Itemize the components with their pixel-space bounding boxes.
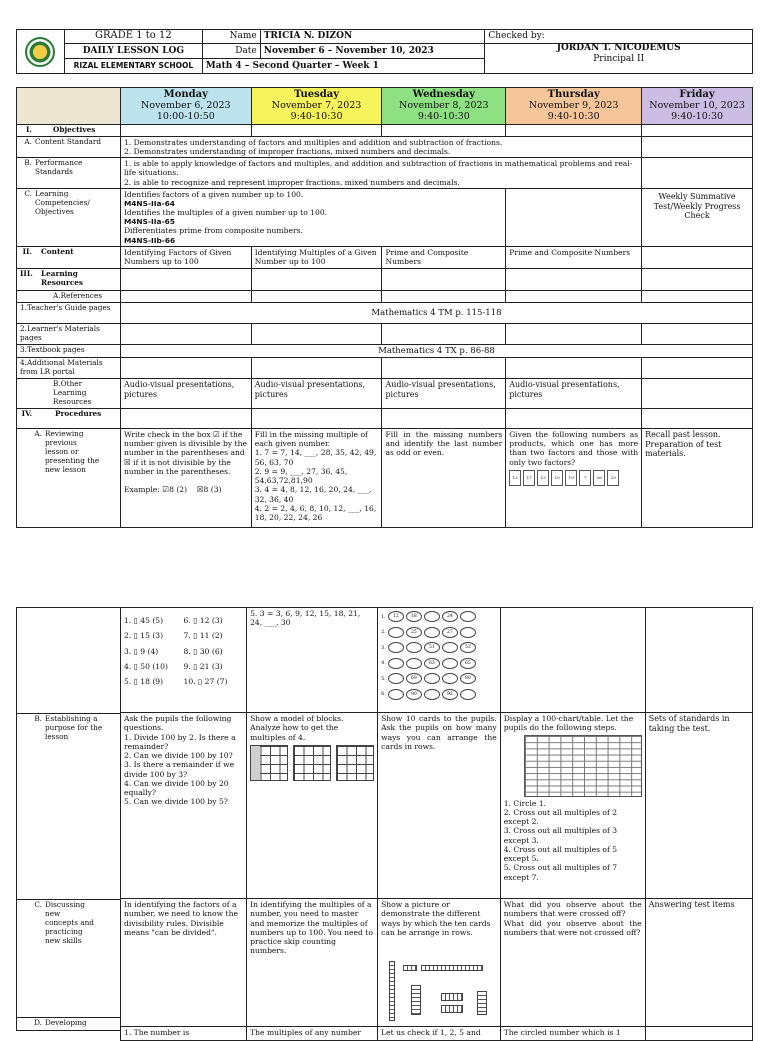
tg-pages-value: Mathematics 4 TM p. 115-118 (120, 302, 752, 323)
item-row: 5. ▯ 18 (9) 10. ▯ 27 (7) (124, 677, 228, 686)
header-table (16, 29, 753, 74)
discussing-friday: Answering test items (645, 899, 752, 1027)
date-range: November 6 – November 10, 2023 (260, 44, 485, 59)
discussing-wednesday: Show a picture or demonstrate the different ways by which the ten cards can be arrange in rows. (378, 899, 501, 1027)
day-header-wednesday: Wednesday November 8, 2023 9:40-10:30 (382, 88, 506, 125)
corner-cell (17, 88, 121, 125)
establishing-tuesday: Show a model of blocks. Analyze how to get the multiples of 4. (247, 713, 378, 899)
sequence-row: 6. 90 92 (381, 687, 497, 703)
number-card: 29 (607, 470, 619, 486)
discussing-thursday: What did you observe about the numbers that were crossed off? What did you observe about the numbers that were not crossed off? (500, 899, 645, 1027)
references-label: A.References (17, 290, 121, 302)
other-resources-thursday: Audio-visual presentations, pictures (506, 378, 642, 408)
reviewing-tuesday: Fill in the missing multiple of each given number. 1. 7 = 7, 14, ___, 28, 35, 42, 49, 56, 63, 70 2. 9 = 9, ___, 27, 36, 45, 54,63,72,81,90 3. 4 = 4, 8, 12, 16, 20, 24, ___, 32, 36, 40 4. 2 = 2, 4, 6, 8, 10, 12, ___, 16, 18, 20, 22, 24, 26 (251, 428, 382, 527)
block-model-icon (250, 745, 288, 781)
checked-by-label: Checked by: (485, 30, 753, 44)
sequence-row: 5. 69 80 (381, 671, 497, 687)
grade-label: GRADE 1 to 12 (64, 30, 202, 44)
sequence-row: 4. 63 65 (381, 656, 497, 672)
reviewing-monday-items (121, 608, 247, 713)
reviewing-thursday: Given the following numbers as products, which one has more than two factors and those with only two factors? 12 17 13 15 19 7 26 29 (506, 428, 642, 527)
competencies-text: Identifies factors of a given number up to 100. M4NS-IIa-64 Identifies the multiples of a given number up to 100. M4NS-IIa-65 Differentiates prime from composite numbers. M4NS-IIb-66 (120, 188, 382, 246)
establishing-thursday: Display a 100-chart/table. Let the pupils do the following steps. 1. Circle 1. 2. Cross out all multiples of 2 except 2. 3. Cross out all multiples of 3 except 3. 4. Cross out all multiples of 5 except 5. 5. Cross out all multiples of 7 except 7. (500, 713, 645, 899)
establishing-friday: Sets of standards in taking the test. (645, 713, 752, 899)
reviewing-friday: Recall past lesson. Preparation of test materials. (642, 428, 753, 527)
procedures-label: IV. Procedures (17, 408, 121, 428)
principal-name: JORDAN T. NICODEMUS (556, 43, 681, 53)
block-models (250, 745, 374, 781)
establishing-monday: Ask the pupils the following questions. 1. Divide 100 by 2. Is there a remainder? 2. Can we divide 100 by 10? 3. Is there a remainder if we divide 100 by 3? 4. Can we divide 100 by 20 equally? 5. Can we divide 100 by 5? (121, 713, 247, 899)
developing-tuesday: The multiples of any number (247, 1027, 378, 1041)
item-row: 3. ▯ 9 (4) 8. ▯ 30 (6) (124, 646, 223, 656)
tg-pages-label: 1.Teacher's Guide pages (17, 302, 121, 323)
sequence-row: 1. 12 18 24 (381, 609, 497, 625)
school-logo-cell (17, 30, 65, 74)
developing-wednesday: Let us check if 1, 2, 5 and (378, 1027, 501, 1041)
name-label: Name (202, 30, 260, 44)
day-header-monday: Monday November 6, 2023 10:00-10:50 (120, 88, 251, 125)
discussing-monday: In identifying the factors of a number, we need to know the divisibility rules. Divisible means "can be divided". (121, 899, 247, 1027)
number-card: 19 (565, 470, 577, 486)
reviewing-tuesday-continued: 5. 3 = 3, 6, 9, 12, 15, 18, 21, 24, ___, 30 (247, 608, 378, 713)
reviewing-wednesday-sequences (378, 608, 501, 713)
day-header-tuesday: Tuesday November 7, 2023 9:40-10:30 (251, 88, 382, 125)
content-standard-text: 1. Demonstrates understanding of factors and multiples and addition and subtraction of fractions. 2. Demonstrates understanding of improper fractions, mixed numbers and decimals. (120, 136, 641, 158)
block-model-icon (293, 745, 331, 781)
developing-monday: 1. The number is (121, 1027, 247, 1041)
lesson-log-table (16, 87, 753, 528)
discussing-tuesday: In identifying the multiples of a number, you need to master and memorize the multiples of numbers up to 100. You need to practice skip counting numbers. (247, 899, 378, 1027)
day-header-thursday: Thursday November 9, 2023 9:40-10:30 (506, 88, 642, 125)
other-resources-label: B.Other Learning Resources (17, 378, 121, 408)
discussing-label: C. Discussing new concepts and practicing new skills (34, 900, 94, 945)
principal-title: Principal II (593, 53, 645, 64)
lesson-log-table-continued (120, 607, 753, 1041)
developing-label: D. Developing (34, 1018, 87, 1027)
other-resources-wednesday: Audio-visual presentations, pictures (382, 378, 506, 408)
resources-label: III. Learning Resources (17, 268, 121, 290)
number-cards (509, 470, 638, 486)
procedure-label-column (16, 607, 121, 1031)
textbook-pages-value: Mathematics 4 TX p. 86-88 (120, 344, 752, 357)
number-card: 13 (537, 470, 549, 486)
other-resources-monday: Audio-visual presentations, pictures (120, 378, 251, 408)
content-label: II. Content (17, 246, 121, 268)
content-standard-label: A. Content Standard (17, 136, 121, 158)
number-card: 17 (523, 470, 535, 486)
additional-materials-label: 4.Additional Materials from LR portal (17, 358, 121, 379)
reviewing-wednesday: Fill in the missing numbers and identify the last number as odd or even. (382, 428, 506, 527)
date-label: Date (202, 44, 260, 59)
day-header-friday: Friday November 10, 2023 9:40-10:30 (642, 88, 753, 125)
card-arrangement-picture (381, 955, 497, 1025)
item-row: 2. ▯ 15 (3) 7. ▯ 11 (2) (124, 631, 223, 641)
number-card: 15 (551, 470, 563, 486)
textbook-pages-label: 3.Textbook pages (17, 344, 121, 357)
performance-standard-text: 1. is able to apply knowledge of factors and multiples, and addition and subtraction of fractions in mathematical problems and real-life situations. 2. is able to recognize and represent improper fractions, mixed numbers and decimals. (120, 158, 641, 189)
content-tuesday: Identifying Multiples of a Given Number up to 100 (251, 246, 382, 268)
competencies-label: C. Learning Competencies/ Objectives (17, 188, 121, 246)
lm-pages-label: 2.Learner's Materials pages (17, 323, 121, 344)
establishing-wednesday: Show 10 cards to the pupils. Ask the pupils on how many ways you can arrange the cards in rows. (378, 713, 501, 899)
day-header-row (17, 88, 753, 125)
friday-assessment: Weekly Summative Test/Weekly Progress Check (642, 188, 753, 246)
number-card: 12 (509, 470, 521, 486)
log-title: DAILY LESSON LOG (64, 44, 202, 59)
performance-standard-label: B. Performance Standards (17, 158, 121, 189)
subject-week: Math 4 – Second Quarter – Week 1 (202, 59, 485, 74)
sequence-row: 2. 25 27 (381, 625, 497, 641)
content-thursday: Prime and Composite Numbers (506, 246, 642, 268)
hundred-chart-icon (524, 735, 642, 797)
school-logo-icon (25, 37, 55, 67)
number-card: 26 (593, 470, 605, 486)
reviewing-monday: Write check in the box ☑ if the number given is divisible by the number in the parentheses and ☒ if it is not divisible by the number in the parentheses. Example: ☑8 (2) ☒8 (3) (120, 428, 251, 527)
number-card: 7 (579, 470, 591, 486)
teacher-name: TRICIA N. DIZON (260, 30, 485, 44)
developing-thursday: The circled number which is 1 (500, 1027, 645, 1041)
sequence-row: 3. 51 53 (381, 640, 497, 656)
block-model-icon (336, 745, 374, 781)
item-row: 4. ▯ 50 (10) 9. ▯ 21 (3) (124, 661, 223, 671)
establishing-label: B. Establishing a purpose for the lesson (34, 714, 103, 741)
school-name: RIZAL ELEMENTARY SCHOOL (64, 59, 202, 74)
content-monday: Identifying Factors of Given Numbers up to 100 (120, 246, 251, 268)
reviewing-label: A. Reviewing previous lesson or presenting the new lesson (17, 428, 121, 527)
other-resources-tuesday: Audio-visual presentations, pictures (251, 378, 382, 408)
item-row: 1. ▯ 45 (5) 6. ▯ 12 (3) (124, 616, 223, 625)
content-wednesday: Prime and Composite Numbers (382, 246, 506, 268)
objectives-label: I. Objectives (17, 124, 121, 136)
